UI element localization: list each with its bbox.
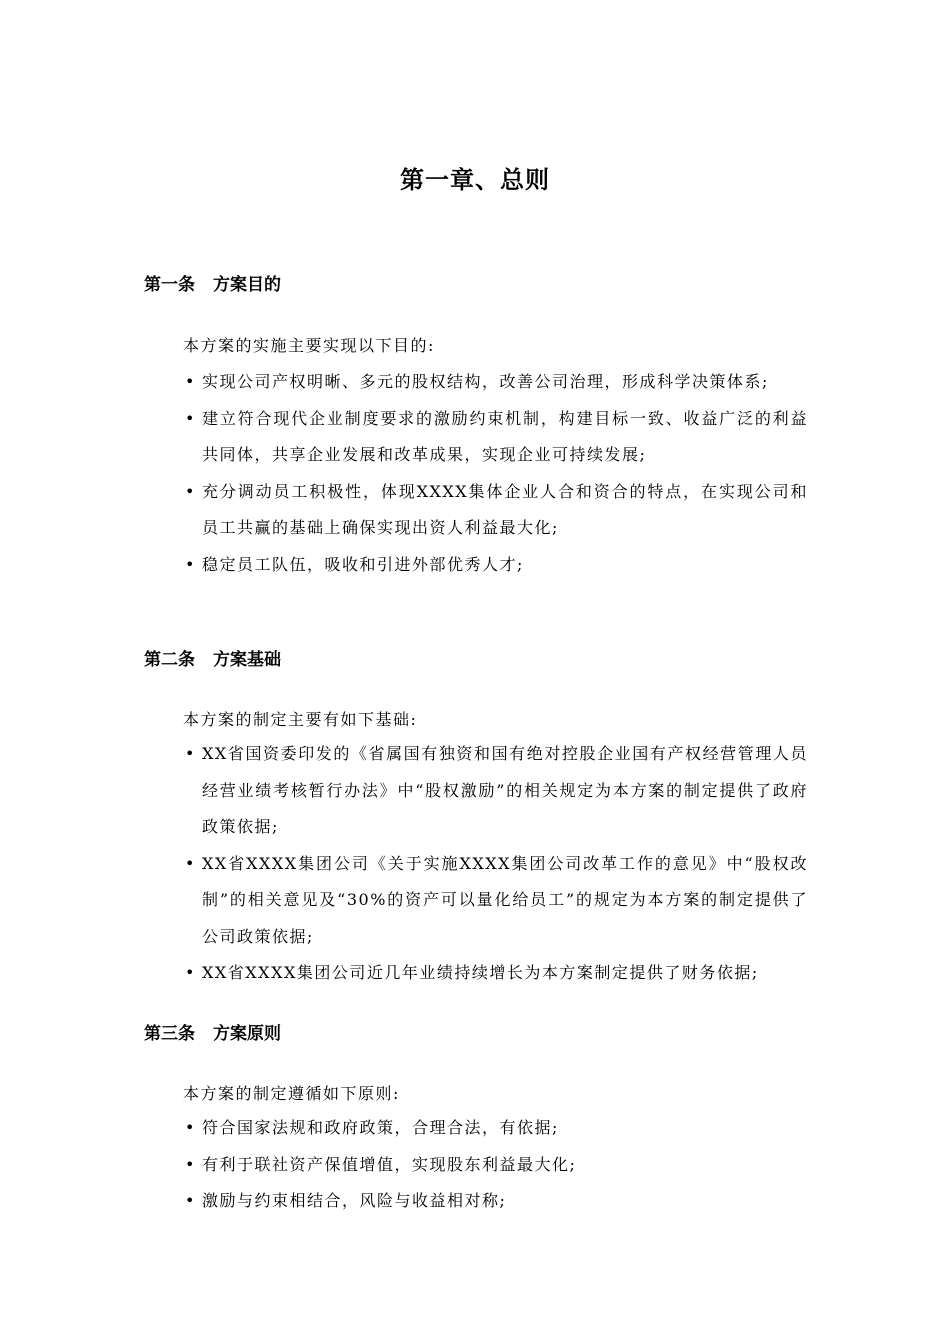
- list-item: • 激励与约束相结合，风险与收益相对称;: [185, 1191, 507, 1210]
- article-list-1: [183, 364, 808, 583]
- article-heading-2: [144, 645, 281, 670]
- list-item: • 有利于联社资产保值增值，实现股东利益最大化;: [185, 1154, 577, 1174]
- article-number: 第一条: [144, 275, 195, 295]
- list-item: • XX省XXXX集团公司《关于实施XXXX集团公司改革工作的意见》中“股权改制”的相关意见及“30%的资产可以量化给员工”的规定为本方案的制定提供了公司政策依据;: [185, 853, 808, 946]
- list-item: • XX省XXXX集团公司近几年业绩持续增长为本方案制定提供了财务依据;: [185, 963, 759, 982]
- article-intro-1: 本方案的实施主要实现以下目的:: [183, 336, 435, 355]
- list-item: • 建立符合现代企业制度要求的激励约束机制，构建目标一致、收益广泛的利益共同体，共享企业发展和改革成果，实现企业可持续发展;: [185, 408, 808, 464]
- article-number: 第二条: [144, 650, 195, 670]
- chapter-title: 第一章、总则: [400, 166, 550, 194]
- list-item: • 稳定员工队伍，吸收和引进外部优秀人才;: [185, 554, 524, 574]
- list-item: • XX省国资委印发的《省属国有独资和国有绝对控股企业国有产权经营管理人员经营业绩考核暂行办法》中“股权激励”的相关规定为本方案的制定提供了政府政策依据;: [185, 744, 808, 836]
- article-list-2: [183, 736, 808, 992]
- article-heading-3: [144, 1019, 281, 1044]
- article-intro-2: 本方案的制定主要有如下基础:: [183, 710, 418, 729]
- list-item: • 实现公司产权明晰、多元的股权结构，改善公司治理，形成科学决策体系;: [185, 372, 769, 391]
- article-title: 方案原则: [213, 1024, 281, 1044]
- article-number: 第三条: [144, 1024, 195, 1044]
- article-title: 方案基础: [213, 650, 281, 670]
- article-list-3: [183, 1110, 808, 1220]
- article-heading-1: [144, 270, 281, 295]
- article-intro-3: 本方案的制定遵循如下原则:: [183, 1084, 400, 1103]
- article-title: 方案目的: [213, 275, 281, 295]
- list-item: • 符合国家法规和政府政策，合理合法，有依据;: [185, 1118, 559, 1137]
- list-item: • 充分调动员工积极性，体现XXXX集体企业人合和资合的特点，在实现公司和员工共赢的基础上确保实现出资人利益最大化;: [185, 481, 808, 537]
